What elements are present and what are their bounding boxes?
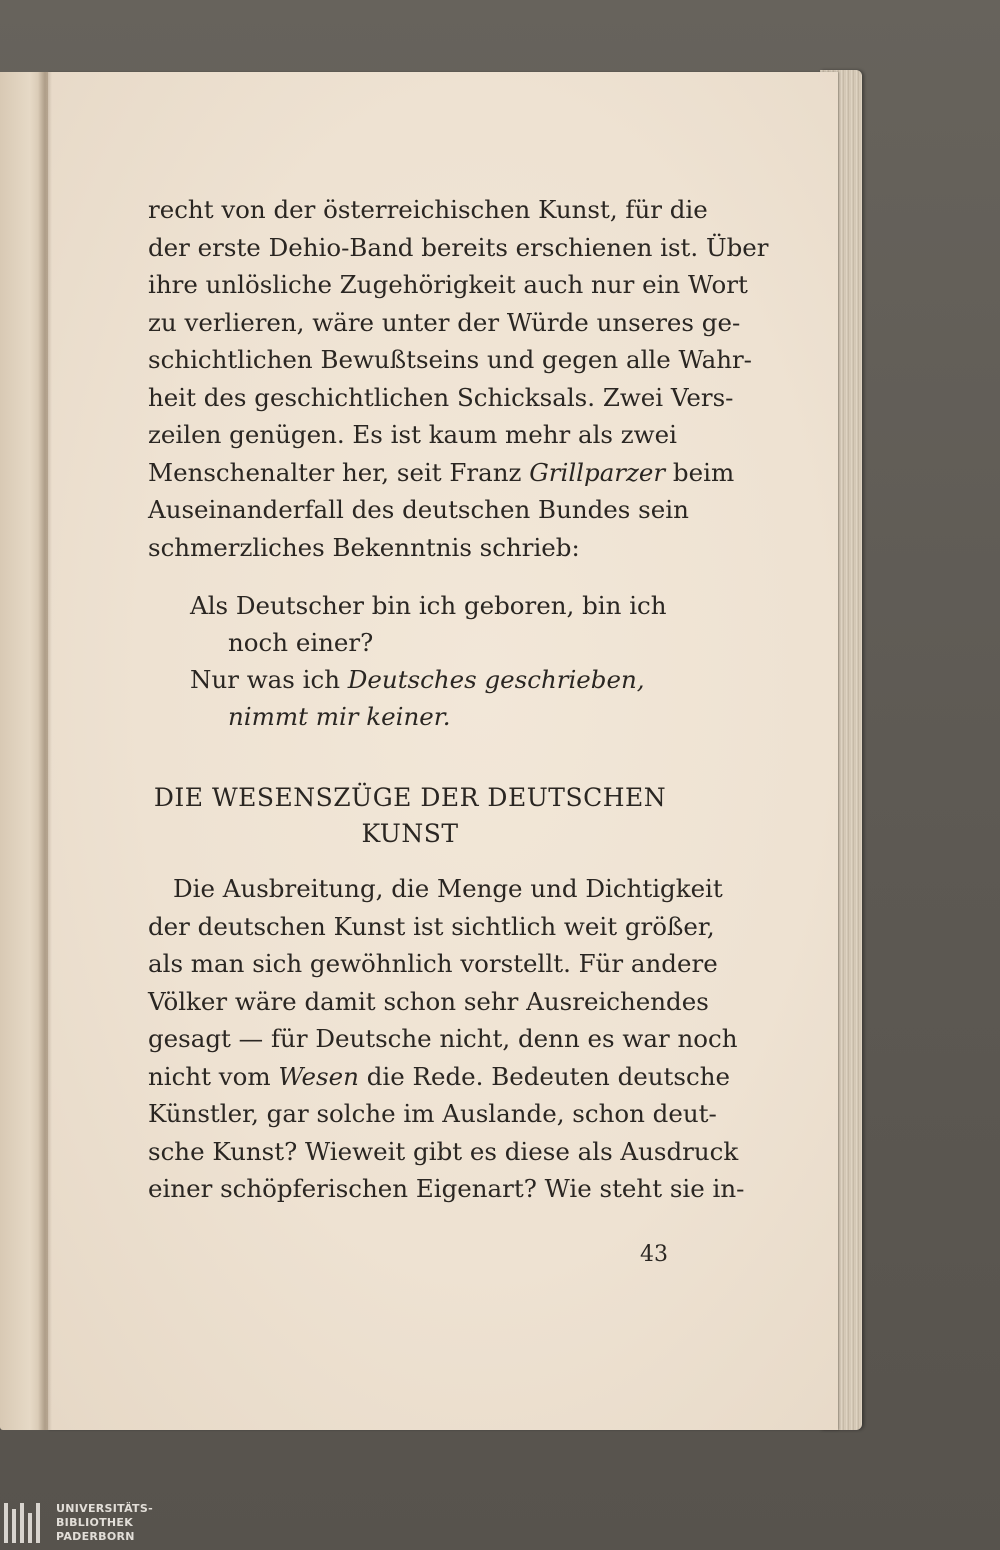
text-line: zeilen genügen. Es ist kaum mehr als zwei [148, 420, 677, 449]
text-segment: die Rede. Bedeuten deutsche [358, 1061, 730, 1091]
text-line: einer schöpferischen Eigenart? Wie steht sie in- [148, 1174, 745, 1203]
text-segment: beim [665, 457, 735, 487]
book-gutter [38, 72, 52, 1430]
text-line: recht von der österreichischen Kunst, für die [148, 195, 708, 224]
text-line: heit des geschichtlichen Schicksals. Zwei Vers- [148, 382, 734, 412]
text-segment-italic: nimmt mir keiner. [228, 702, 451, 731]
text-segment: Nur was ich [190, 665, 348, 694]
library-logo-icon [4, 1503, 48, 1543]
verse-line [228, 699, 451, 735]
text-line [148, 455, 735, 491]
text-line: sche Kunst? Wieweit gibt es diese als Ausdruck [148, 1136, 739, 1166]
text-line: der deutschen Kunst ist sichtlich weit größer, [148, 911, 715, 941]
text-line: ihre unlösliche Zugehörigkeit auch nur ein Wort [148, 270, 748, 299]
library-name-line: BIBLIOTHEK [56, 1516, 134, 1529]
author-name: Grillparzer [529, 457, 666, 487]
text-line [148, 1059, 730, 1095]
verse-line: noch einer? [228, 628, 374, 657]
text-segment-italic: Wesen [278, 1061, 359, 1091]
page-number: 43 [640, 1242, 668, 1267]
section-heading: KUNST [361, 819, 459, 848]
library-footer [0, 1496, 1000, 1550]
library-name [56, 1502, 153, 1544]
library-name-line: UNIVERSITÄTS- [56, 1502, 153, 1515]
verse-line: Als Deutscher bin ich geboren, bin ich [190, 591, 667, 620]
text-line: als man sich gewöhnlich vorstellt. Für andere [148, 949, 718, 978]
verse-line [190, 662, 645, 698]
section-heading: DIE WESENSZÜGE DER DEUTSCHEN [153, 783, 667, 812]
text-line: der erste Dehio-Band bereits erschienen ist. Über [148, 232, 769, 262]
text-segment: nicht vom [148, 1061, 279, 1091]
text-line: gesagt — für Deutsche nicht, denn es war noch [148, 1024, 738, 1053]
text-line: Die Ausbreitung, die Menge und Dichtigkeit [173, 874, 723, 903]
text-line: Künstler, gar solche im Auslande, schon deut- [148, 1099, 717, 1128]
text-segment-italic: Deutsches geschrieben, [347, 665, 645, 694]
text-line: zu verlieren, wäre unter der Würde unseres ge- [148, 307, 741, 337]
text-line: Völker wäre damit schon sehr Ausreichendes [148, 986, 709, 1016]
library-name-line: PADERBORN [56, 1530, 135, 1543]
text-line: schichtlichen Bewußtseins und gegen alle Wahr- [148, 345, 752, 374]
text-line: schmerzliches Bekenntnis schrieb: [148, 532, 580, 562]
text-line: Auseinanderfall des deutschen Bundes sein [148, 495, 689, 524]
text-segment: Menschenalter her, seit Franz [148, 457, 530, 487]
